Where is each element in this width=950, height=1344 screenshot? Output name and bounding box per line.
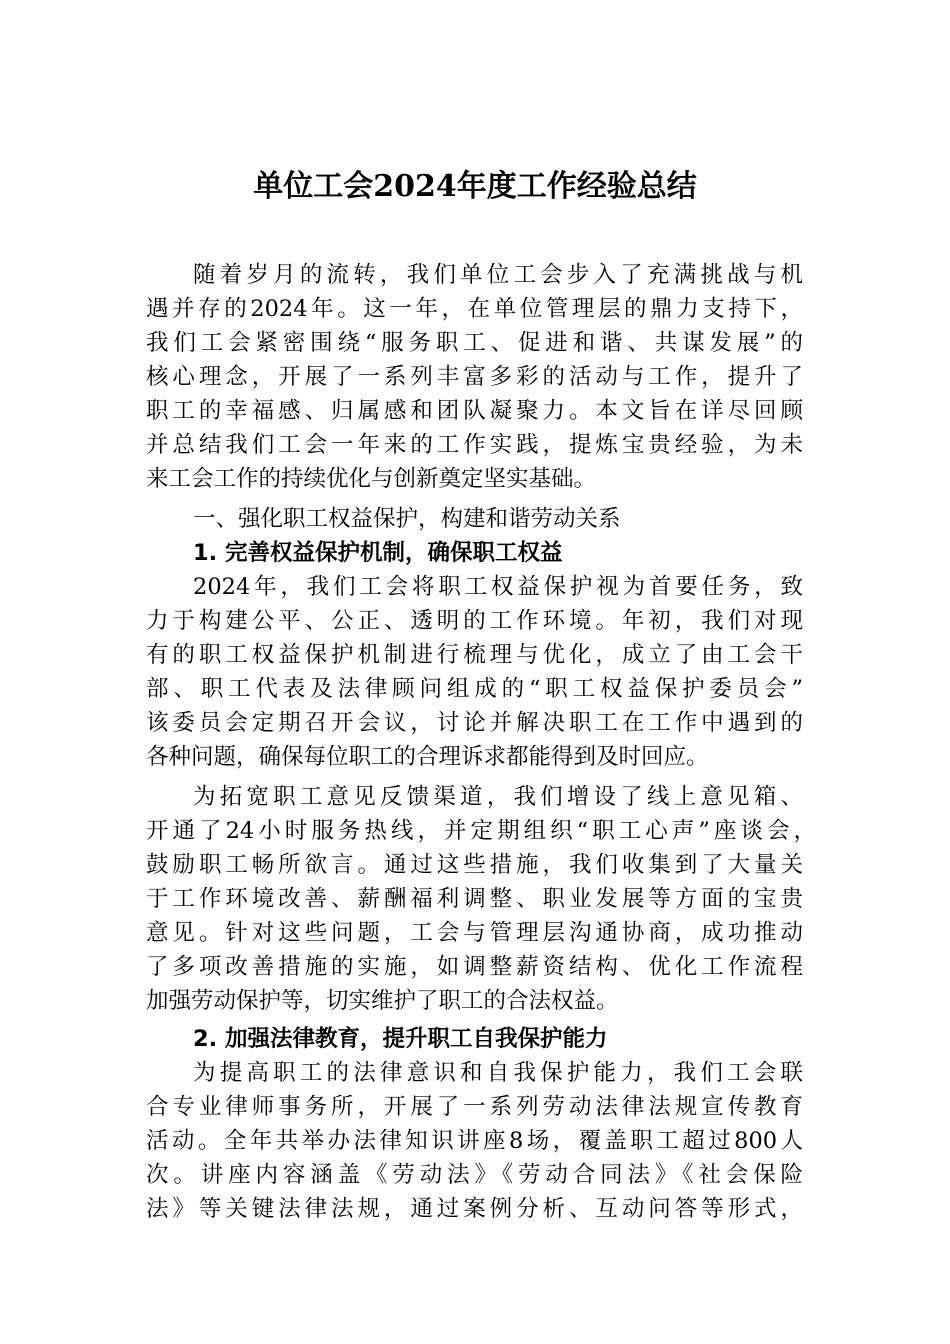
paragraph-line: 鼓励职工畅所欲言。通过这些措施，我们收集到了大量关: [146, 852, 803, 878]
paragraph-line: 来工会工作的持续优化与创新奠定坚实基础。: [146, 466, 597, 492]
paragraph-line: 活动。全年共举办法律知识讲座8场，覆盖职工超过800人: [146, 1128, 803, 1154]
subsection-heading: 1. 完善权益保护机制，确保职工权益: [193, 540, 563, 566]
paragraph-line: 各种问题，确保每位职工的合理诉求都能得到及时回应。: [146, 744, 709, 770]
paragraph-line: 合专业律师事务所，开展了一系列劳动法律法规宣传教育: [146, 1094, 803, 1120]
section-heading: 一、强化职工权益保护，构建和谐劳动关系: [193, 506, 621, 532]
paragraph-line: 我们工会紧密围绕“服务职工、促进和谐、共谋发展”的: [146, 330, 803, 356]
paragraph-line: 加强劳动保护等，切实维护了职工的合法权益。: [146, 988, 619, 1014]
paragraph-line: 遇并存的2024年。这一年，在单位管理层的鼎力支持下，: [146, 296, 803, 322]
paragraph-line: 了多项改善措施的实施，如调整薪资结构、优化工作流程: [146, 954, 803, 980]
subsection-heading: 2. 加强法律教育，提升职工自我保护能力: [193, 1026, 608, 1052]
paragraph-line: 随着岁月的流转，我们单位工会步入了充满挑战与机: [193, 262, 803, 288]
paragraph-line: 职工的幸福感、归属感和团队凝聚力。本文旨在详尽回顾: [146, 398, 803, 424]
paragraph-line: 有的职工权益保护机制进行梳理与优化，成立了由工会干: [146, 642, 803, 668]
paragraph-line: 法》等关键法律法规，通过案例分析、互动问答等形式，: [146, 1196, 803, 1222]
paragraph-line: 次。讲座内容涵盖《劳动法》《劳动合同法》《社会保险: [146, 1162, 803, 1188]
paragraph-line: 开通了24小时服务热线，并定期组织“职工心声”座谈会，: [146, 818, 816, 844]
paragraph-line: 为提高职工的法律意识和自我保护能力，我们工会联: [193, 1060, 803, 1086]
paragraph-line: 于工作环境改善、薪酬福利调整、职业发展等方面的宝贵: [146, 886, 803, 912]
paragraph-line: 部、职工代表及法律顾问组成的“职工权益保护委员会”: [146, 676, 803, 702]
paragraph-line: 核心理念，开展了一系列丰富多彩的活动与工作，提升了: [146, 364, 803, 390]
paragraph-line: 2024年，我们工会将职工权益保护视为首要任务，致: [193, 574, 803, 600]
paragraph-line: 该委员会定期召开会议，讨论并解决职工在工作中遇到的: [146, 710, 803, 736]
page-title: 单位工会2024年度工作经验总结: [253, 169, 697, 204]
paragraph-line: 意见。针对这些问题，工会与管理层沟通协商，成功推动: [146, 920, 803, 946]
paragraph-line: 并总结我们工会一年来的工作实践，提炼宝贵经验，为未: [146, 432, 803, 458]
paragraph-line: 力于构建公平、公正、透明的工作环境。年初，我们对现: [146, 608, 803, 634]
paragraph-line: 为拓宽职工意见反馈渠道，我们增设了线上意见箱、: [193, 784, 803, 810]
